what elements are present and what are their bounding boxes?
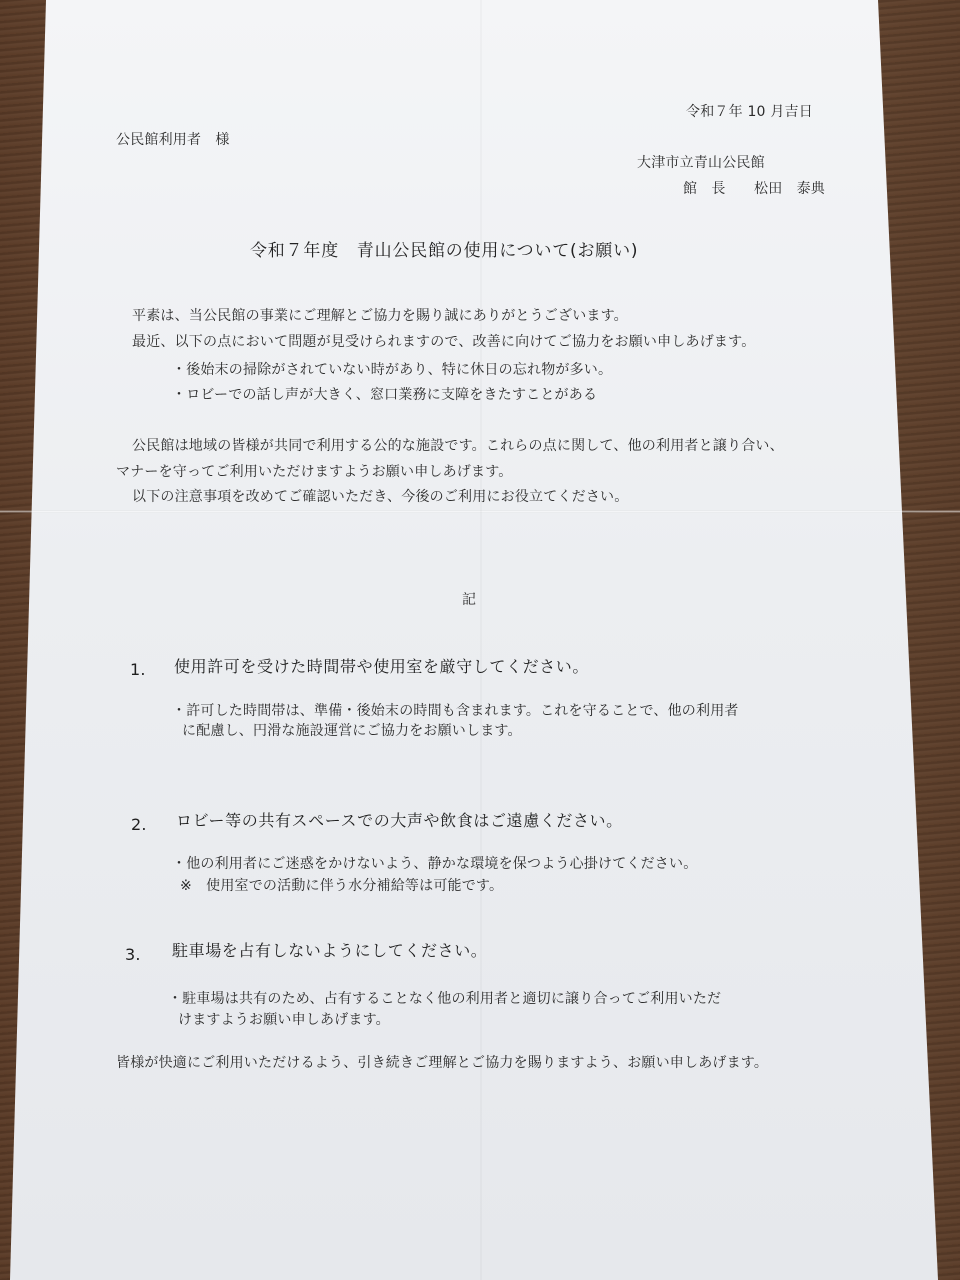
body-line: 公民館は地域の皆様が共同で利用する公的な施設です。これらの点に関して、他の利用者と譲り合い、 [132,438,784,454]
fold-line-vertical [480,0,482,1280]
body-line: 以下の注意事項を改めてご確認いただき、今後のご利用にお役立てください。 [132,489,629,505]
item-heading: 駐車場を占有しないようにしてください。 [172,941,488,960]
item-detail: に配慮し、円滑な施設運営にご協力をお願いします。 [182,723,522,739]
intro-line: 最近、以下の点において問題が見受けられますので、改善に向けてご協力をお願い申しあげます。 [132,334,756,350]
item-detail: ※ 使用室での活動に伴う水分補給等は可能です。 [180,878,504,894]
document-title: 令和７年度 青山公民館の使用について(お願い) [250,241,639,261]
item-heading: 使用許可を受けた時間帯や使用室を厳守してください。 [174,657,590,676]
item-detail: ・駐車場は共有のため、占有することなく他の利用者と適切に譲り合ってご利用いただ [168,991,722,1007]
item-detail: けますようお願い申しあげます。 [178,1012,390,1028]
recipient: 公民館利用者 様 [116,132,230,148]
item-number: 2. [131,815,147,834]
closing-line: 皆様が快適にご利用いただけるよう、引き続きご理解とご協力を賜りますよう、お願い申しあげます。 [116,1055,769,1071]
item-number: 3. [125,945,141,964]
issue-item: ・ロビーでの話し声が大きく、窓口業務に支障をきたすことがある [172,387,598,403]
issue-item: ・後始末の掃除がされていない時があり、特に休日の忘れ物が多い。 [172,362,613,378]
sender-organization: 大津市立青山公民館 [637,155,765,171]
document-date: 令和７年 10 月吉日 [686,104,813,120]
ki-marker: 記 [462,592,477,608]
intro-line: 平素は、当公民館の事業にご理解とご協力を賜り誠にありがとうございます。 [132,308,628,324]
item-detail: ・許可した時間帯は、準備・後始末の時間も含まれます。これを守ることで、他の利用者 [172,703,739,719]
sender-name: 館 長 松田 泰典 [683,181,825,197]
body-line: マナーを守ってご利用いただけますようお願い申しあげます。 [116,464,513,480]
item-detail: ・他の利用者にご迷惑をかけないよう、静かな環境を保つよう心掛けてください。 [172,856,698,872]
item-number: 1. [130,660,146,679]
item-heading: ロビー等の共有スペースでの大声や飲食はご遠慮ください。 [176,811,623,830]
